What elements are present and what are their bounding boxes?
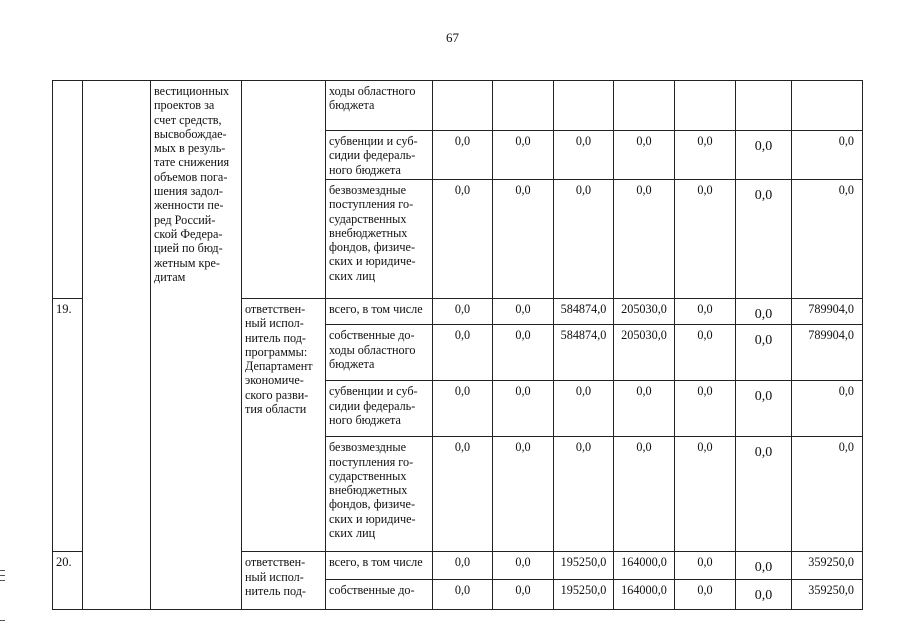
value-cell: 0,0 <box>736 131 792 180</box>
row-number-cell <box>53 81 83 299</box>
value-cell: 0,0 <box>736 325 792 381</box>
total-cell: 0,0 <box>792 131 863 180</box>
value-cell: 0,0 <box>614 131 675 180</box>
value-cell: 0,0 <box>614 437 675 552</box>
value-cell: 0,0 <box>493 552 554 580</box>
value-cell: 0,0 <box>493 580 554 610</box>
total-cell: 789904,0 <box>792 299 863 325</box>
budget-table <box>52 80 863 610</box>
value-cell: 0,0 <box>675 552 736 580</box>
value-cell: 0,0 <box>675 437 736 552</box>
empty-cell <box>83 81 151 610</box>
value-cell: 0,0 <box>554 437 614 552</box>
value-cell: 0,0 <box>736 552 792 580</box>
responsible-cell: ответствен-ный испол-нитель под-программы: Департамент экономиче-ского разви-тия области <box>242 299 326 552</box>
value-cell <box>554 81 614 131</box>
value-cell: 0,0 <box>433 180 493 299</box>
total-cell: 0,0 <box>792 180 863 299</box>
value-cell: 0,0 <box>433 325 493 381</box>
value-cell: 0,0 <box>433 552 493 580</box>
margin-mark <box>0 575 5 576</box>
value-cell: 0,0 <box>736 437 792 552</box>
total-cell: 359250,0 <box>792 552 863 580</box>
value-cell: 0,0 <box>433 580 493 610</box>
value-cell: 164000,0 <box>614 552 675 580</box>
value-cell: 0,0 <box>493 131 554 180</box>
value-cell: 0,0 <box>736 180 792 299</box>
responsible-cell: ответствен-ный испол-нитель под- <box>242 552 326 610</box>
margin-mark <box>0 580 5 581</box>
value-cell: 195250,0 <box>554 580 614 610</box>
funding-source-cell: безвозмездные поступления го-сударственных внебюджетных фондов, физиче-ских и юридиче-ских лиц <box>326 437 433 552</box>
funding-source-cell: безвозмездные поступления го-сударственных внебюджетных фондов, физиче-ских и юридиче-ских лиц <box>326 180 433 299</box>
total-cell: 0,0 <box>792 437 863 552</box>
value-cell: 584874,0 <box>554 325 614 381</box>
row-number-cell: 20. <box>53 552 83 610</box>
table-row <box>53 81 863 131</box>
total-cell: 359250,0 <box>792 580 863 610</box>
value-cell: 0,0 <box>736 299 792 325</box>
value-cell <box>675 81 736 131</box>
value-cell: 0,0 <box>614 180 675 299</box>
value-cell <box>736 81 792 131</box>
value-cell: 0,0 <box>554 131 614 180</box>
value-cell: 0,0 <box>433 381 493 437</box>
value-cell: 0,0 <box>675 381 736 437</box>
total-cell <box>792 81 863 131</box>
funding-source-cell: всего, в том числе <box>326 552 433 580</box>
value-cell <box>433 81 493 131</box>
value-cell: 195250,0 <box>554 552 614 580</box>
value-cell: 0,0 <box>493 325 554 381</box>
funding-source-cell: собственные до- <box>326 580 433 610</box>
funding-source-cell: собственные до-ходы областного бюджета <box>326 325 433 381</box>
value-cell: 0,0 <box>554 180 614 299</box>
value-cell: 0,0 <box>554 381 614 437</box>
value-cell: 205030,0 <box>614 325 675 381</box>
value-cell: 0,0 <box>675 580 736 610</box>
value-cell: 205030,0 <box>614 299 675 325</box>
value-cell: 0,0 <box>675 325 736 381</box>
funding-source-cell: всего, в том числе <box>326 299 433 325</box>
value-cell: 0,0 <box>433 437 493 552</box>
funding-source-cell: субвенции и суб-сидии федераль-ного бюджета <box>326 131 433 180</box>
value-cell: 584874,0 <box>554 299 614 325</box>
value-cell: 0,0 <box>736 580 792 610</box>
value-cell: 0,0 <box>433 299 493 325</box>
value-cell: 0,0 <box>493 180 554 299</box>
value-cell: 0,0 <box>493 299 554 325</box>
margin-mark <box>0 620 5 621</box>
funding-source-cell: ходы областного бюджета <box>326 81 433 131</box>
row-number-cell: 19. <box>53 299 83 552</box>
value-cell: 0,0 <box>736 381 792 437</box>
funding-source-cell: субвенции и суб-сидии федераль-ного бюджета <box>326 381 433 437</box>
value-cell: 0,0 <box>675 180 736 299</box>
responsible-cell <box>242 81 326 299</box>
value-cell: 0,0 <box>675 131 736 180</box>
value-cell: 164000,0 <box>614 580 675 610</box>
margin-mark <box>0 570 5 571</box>
value-cell: 0,0 <box>614 381 675 437</box>
value-cell <box>493 81 554 131</box>
total-cell: 789904,0 <box>792 325 863 381</box>
value-cell: 0,0 <box>675 299 736 325</box>
measure-description-cell: вестиционных проектов за счет средств, высвобождае-мых в резуль-тате снижения объемов пога-шения задол-женности пе-ред Россий-ской Федера-цией по бюд-жетным кре-дитам <box>151 81 242 610</box>
value-cell: 0,0 <box>433 131 493 180</box>
value-cell: 0,0 <box>493 381 554 437</box>
value-cell <box>614 81 675 131</box>
value-cell: 0,0 <box>493 437 554 552</box>
total-cell: 0,0 <box>792 381 863 437</box>
page-number: 67 <box>446 30 459 45</box>
